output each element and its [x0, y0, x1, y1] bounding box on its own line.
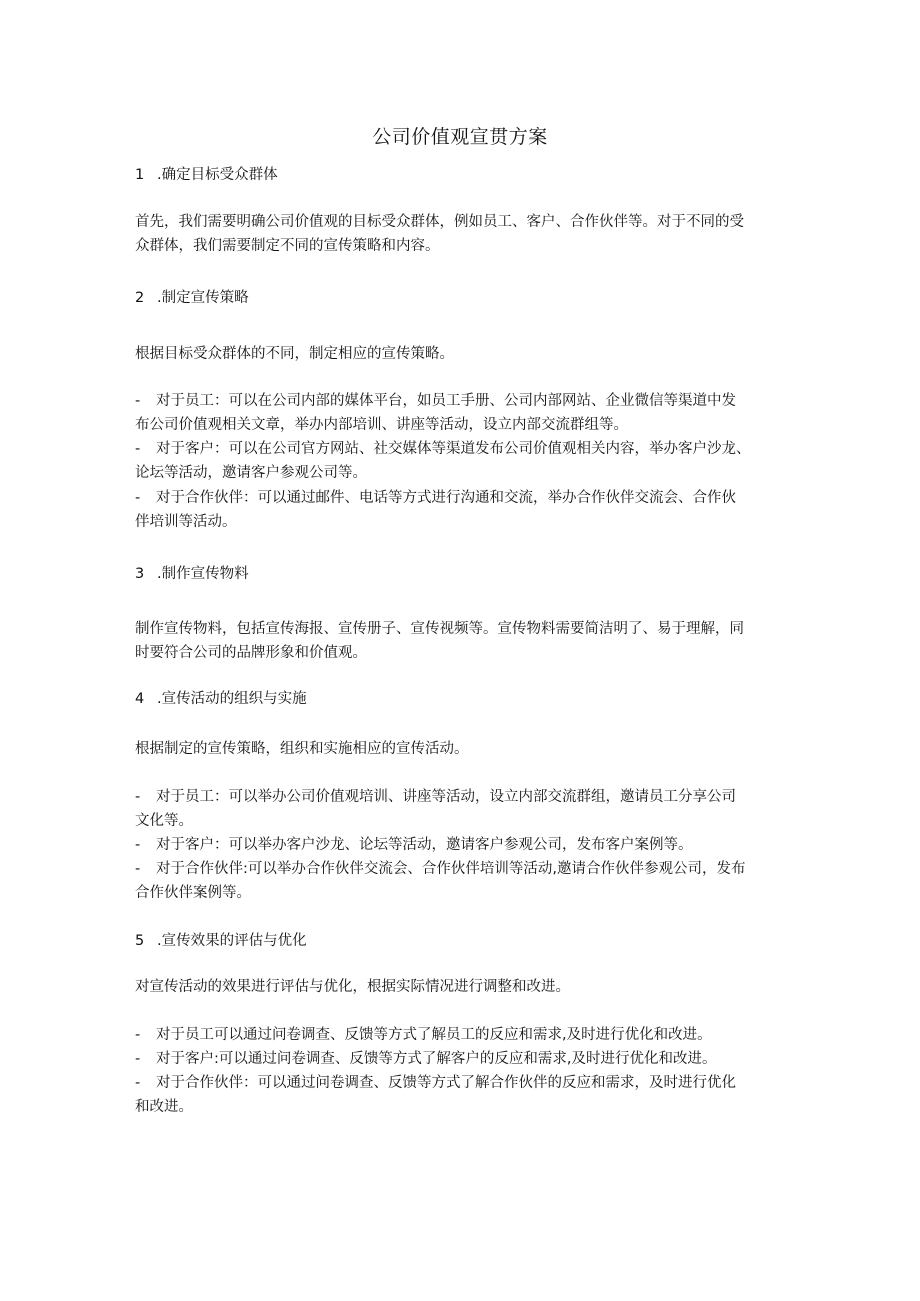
list-item: [135, 486, 736, 510]
section-heading-text: .制定宣传策略: [157, 290, 249, 306]
list-item: [135, 785, 736, 809]
list-item-text: 对于合作伙伴：可以通过邮件、电话等方式进行沟通和交流，举办合作伙伴交流会、合作伙: [156, 490, 736, 506]
section-number: 1: [135, 167, 145, 183]
paragraph-line: 对宣传活动的效果进行评估与优化，根据实际情况进行调整和改进。: [135, 979, 570, 995]
list-item-text: 对于员工可以通过问卷调查、反馈等方式了解员工的反应和需求,及时进行优化和改进。: [156, 1027, 712, 1043]
section-number: 4: [135, 691, 145, 707]
list-dash: -: [135, 1075, 141, 1091]
list-dash: -: [135, 490, 141, 506]
paragraph-line: 首先，我们需要明确公司价值观的目标受众群体，例如员工、客户、合作伙伴等。对于不同的受: [135, 214, 744, 230]
document-title: 公司价值观宣贯方案: [372, 126, 548, 148]
section-number: 2: [135, 290, 145, 306]
list-item-text: 对于合作伙伴:可以举办合作伙伴交流会、合作伙伴培训等活动,邀请合作伙伴参观公司，发布: [156, 861, 746, 877]
section-heading-text: .宣传活动的组织与实施: [157, 691, 307, 707]
list-item-text: 对于员工：可以举办公司价值观培训、讲座等活动，设立内部交流群组，邀请员工分享公司: [156, 789, 736, 805]
list-item-text: 对于合作伙伴：可以通过问卷调查、反馈等方式了解合作伙伴的反应和需求，及时进行优化: [156, 1075, 736, 1091]
section-heading: [135, 163, 278, 187]
paragraph-line: 根据目标受众群体的不同，制定相应的宣传策略。: [135, 346, 454, 362]
list-item: [135, 857, 746, 881]
list-item: [135, 1023, 712, 1047]
section-heading: [135, 687, 307, 711]
list-item-text: 对于员工：可以在公司内部的媒体平台，如员工手册、公司内部网站、企业微信等渠道中发: [156, 393, 736, 409]
list-dash: -: [135, 393, 141, 409]
list-item-continuation: 和改进。: [135, 1099, 193, 1115]
section-number: 5: [135, 933, 145, 949]
section-heading-text: .制作宣传物料: [157, 566, 249, 582]
list-dash: -: [135, 837, 141, 853]
list-item: [135, 437, 751, 461]
list-item: [135, 833, 693, 857]
list-item: [135, 1047, 717, 1071]
list-item-text: 对于客户：可以举办客户沙龙、论坛等活动，邀请客户参观公司，发布客户案例等。: [156, 837, 693, 853]
paragraph-line: 制作宣传物料，包括宣传海报、宣传册子、宣传视频等。宣传物料需要简洁明了、易于理解，同: [135, 621, 744, 637]
list-item-continuation: 伴培训等活动。: [135, 514, 237, 530]
section-heading-text: .确定目标受众群体: [157, 167, 278, 183]
paragraph-line: 时要符合公司的品牌形象和价值观。: [135, 645, 367, 661]
section-heading-text: .宣传效果的评估与优化: [157, 933, 307, 949]
list-item-text: 对于客户:可以通过问卷调查、反馈等方式了解客户的反应和需求,及时进行优化和改进。: [156, 1051, 717, 1067]
list-dash: -: [135, 441, 141, 457]
section-heading: [135, 562, 249, 586]
section-heading: [135, 286, 249, 310]
list-item: [135, 1071, 736, 1095]
paragraph-line: 根据制定的宣传策略，组织和实施相应的宣传活动。: [135, 741, 469, 757]
section-number: 3: [135, 566, 145, 582]
list-item-continuation: 布公司价值观相关文章，举办内部培训、讲座等活动，设立内部交流群组等。: [135, 417, 628, 433]
list-item: [135, 389, 736, 413]
list-dash: -: [135, 1051, 141, 1067]
list-item-continuation: 合作伙伴案例等。: [135, 885, 251, 901]
list-item-continuation: 论坛等活动，邀请客户参观公司等。: [135, 465, 367, 481]
list-item-continuation: 文化等。: [135, 813, 193, 829]
section-heading: [135, 929, 307, 953]
paragraph-line: 众群体，我们需要制定不同的宣传策略和内容。: [135, 238, 440, 254]
list-item-text: 对于客户：可以在公司官方网站、社交媒体等渠道发布公司价值观相关内容，举办客户沙龙、: [156, 441, 751, 457]
list-dash: -: [135, 1027, 141, 1043]
list-dash: -: [135, 789, 141, 805]
list-dash: -: [135, 861, 141, 877]
